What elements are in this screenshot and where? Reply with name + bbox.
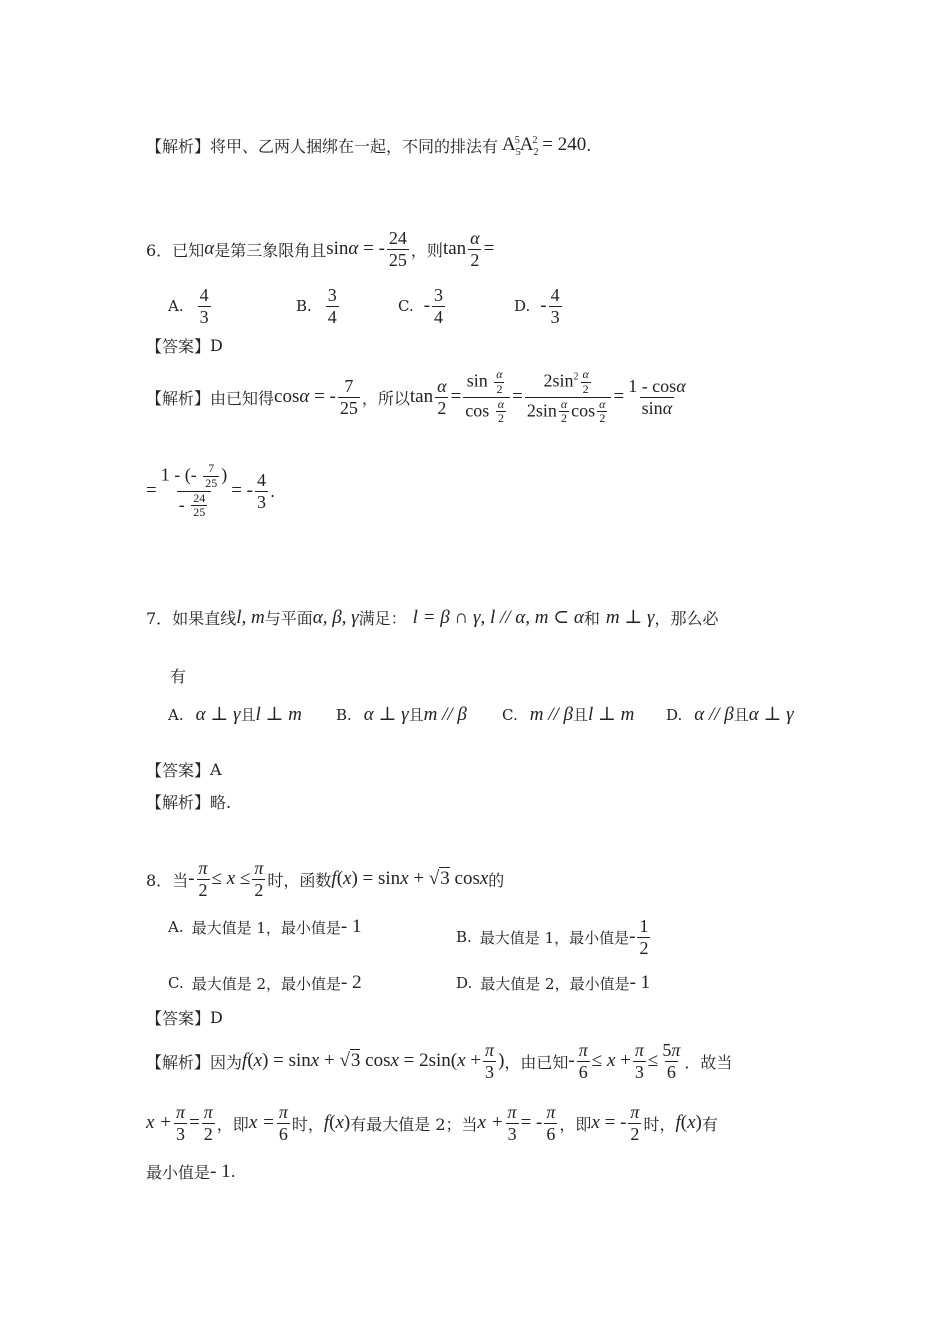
q7-stem (146, 606, 718, 629)
q8-option-a (168, 916, 362, 938)
q8-t2: 时，函数 (267, 870, 332, 890)
fraction: $\frac{\pi}{3}$ (176, 1102, 186, 1144)
q8-stem: 8． 当 - $\frac{\pi}{2}$ ≤ x ≤ $\frac{\pi}{2}$ 时，函数 f(x) = sinx + √3 cosx 的 (146, 858, 505, 900)
planes: α, β, γ (312, 606, 359, 628)
analysis-label: 【解析】 (146, 388, 211, 408)
q7-t1: 如果直线 (172, 609, 237, 628)
a11: - 1 (210, 1160, 231, 1182)
q6-analysis-cont: = 1 - (- $\frac{7}{25}$ ) - $\frac{24}{25}$ = - $\frac{4}{3}$ . (146, 461, 276, 520)
q7-t4: 和 (583, 609, 600, 628)
option-qie: 且 (572, 706, 588, 724)
fraction: $\frac{\alpha}{2}$ (437, 375, 447, 418)
fraction: $\frac{\pi}{3}$ (634, 1040, 644, 1082)
a10: 最小值是 (146, 1163, 211, 1182)
option-label: C. (168, 974, 184, 992)
q6-stem: 6． 已知 α 是第三象限角且 sinα = - $\frac{24}{25}$ ，则 tan $\frac{\alpha}{2}$ = (146, 228, 495, 270)
option-label: A. (168, 297, 184, 316)
option-label: B. (296, 297, 312, 316)
q8-option-b: B. 最大值是 1，最小值是 - $\frac{1}{2}$ (456, 916, 649, 958)
answer-label: 【答案】 (146, 761, 211, 780)
fraction: $\frac{5\pi}{6}$ (662, 1040, 681, 1082)
q6-t1: 已知 (172, 240, 205, 260)
fraction: $\frac{1}{2}$ (639, 916, 649, 958)
option-left: α ⊥ γ (195, 704, 241, 725)
q7-answer (146, 758, 222, 781)
q6-option-a (168, 285, 213, 327)
a3: ．故当 (684, 1052, 733, 1072)
condition2: m ⊥ γ (605, 607, 655, 628)
option-label: C. (398, 297, 414, 316)
lines: l, m (236, 606, 265, 628)
option-label: C. (502, 705, 518, 724)
option-left: m // β (529, 703, 573, 725)
tan: tan (409, 386, 434, 408)
q8-t3: 的 (488, 870, 505, 890)
a1: 因为 (210, 1052, 243, 1072)
analysis-label: 【解析】 (146, 137, 211, 157)
fraction: $\frac{\pi}{2}$ (203, 1102, 213, 1144)
fraction: $\frac{\pi}{2}$ (198, 858, 208, 900)
q6-t3: ，则 (410, 240, 443, 260)
fraction: $\frac{\pi}{6}$ (546, 1102, 556, 1144)
q8-t1: 当 (172, 870, 189, 890)
answer-value: A (210, 760, 222, 779)
option-right: m // β (423, 703, 467, 725)
a8: 时， (643, 1114, 676, 1134)
q7-option-b (336, 703, 467, 726)
option-label: A. (168, 918, 184, 936)
option-text: 最大值是 1，最小值是 (191, 918, 341, 937)
q8-answer (146, 1006, 223, 1029)
option-qie: 且 (240, 706, 256, 724)
q7-stem-cont (170, 664, 186, 687)
option-value: - 1 (629, 972, 651, 993)
formula: $A_5^5A_2^2 = 240$ (502, 134, 587, 158)
q7-analysis (146, 790, 231, 813)
a6: 有最大值是 2；当 (350, 1114, 478, 1134)
fraction: $\frac{\pi}{6}$ (578, 1040, 588, 1082)
option-label: A. (168, 705, 184, 724)
minus: - (423, 295, 431, 317)
fraction: $\frac{4}{3}$ (550, 285, 560, 327)
fraction: $\frac{3}{4}$ (434, 285, 444, 327)
option-left: α ⊥ γ (363, 704, 409, 725)
q7-num: 7． (146, 609, 173, 628)
analysis-text: 略. (210, 793, 232, 812)
option-label: B. (456, 928, 472, 947)
fraction: $\frac{4}{3}$ (199, 285, 209, 327)
fraction: sin $\frac{\alpha}{2}$ cos $\frac{\alpha}{2}$ (463, 368, 510, 426)
option-right: l ⊥ m (587, 704, 635, 725)
function: f(x) = sinx + √3 cosx (331, 868, 489, 890)
q8-option-d (456, 972, 650, 994)
q8-analysis: 【解析】 因为 f(x) = sinx + √3 cosx = 2sin(x + $\frac{\pi}{3}$ ) ，由已知 - $\frac{\pi}{6}$ ≤ x + $\frac{\pi}{3}$ ≤ $\frac{5\pi}{6}$ ．故当 (146, 1040, 733, 1082)
analysis-label: 【解析】 (146, 1052, 211, 1072)
a1: 由已知得 (210, 388, 275, 408)
q8-option-c (168, 972, 362, 994)
minus: - (540, 295, 547, 317)
end: . (586, 136, 592, 156)
a7: ，即 (559, 1114, 592, 1134)
option-left: α // β (694, 703, 734, 725)
answer-value: D (210, 336, 223, 355)
a2: ，所以 (361, 388, 410, 408)
fraction: 1 - (- $\frac{7}{25}$ ) - $\frac{24}{25}$ (160, 461, 228, 520)
q7-t5: ，那么必 (654, 609, 719, 628)
option-label: D. (456, 974, 473, 992)
q8-num: 8． (146, 870, 173, 890)
q6-option-b (296, 285, 341, 327)
option-value: - 1 (340, 916, 362, 937)
alpha: α (204, 238, 215, 260)
q7-option-c (502, 703, 634, 726)
q8-analysis-cont: x + $\frac{\pi}{3}$ = $\frac{\pi}{2}$ ，即 x = $\frac{\pi}{6}$ 时， f(x) 有最大值是 2；当 x + $\frac{\pi}{3}$ = - $\frac{\pi}{6}$ ，即 x = - $\frac{\pi}{2}$ 时， f(x) 有 (146, 1102, 718, 1144)
option-text: 最大值是 1，最小值是 (479, 928, 630, 947)
q7-t6: 有 (170, 667, 187, 686)
fraction: $\frac{\pi}{6}$ (278, 1102, 288, 1144)
q6-t2: 是第三象限角且 (214, 240, 327, 260)
a2: ，由已知 (504, 1052, 569, 1072)
q6-analysis: 【解析】 由已知得 cosα = - $\frac{7}{25}$ ，所以 tan $\frac{\alpha}{2}$ = sin $\frac{\alpha}{2}$ cos $\frac{\alpha}{2}$ = $2\sin^2$ $\frac{\alpha}{2}$ 2sin $\frac{\alpha}{2}$ cos $\frac{\alpha}{2}$ = $\frac{1 - \cos\alpha}{\sin\alpha}$ (146, 367, 686, 426)
q6-num: 6． (146, 240, 173, 260)
fraction: $\frac{3}{4}$ (327, 285, 337, 327)
a4: ，即 (216, 1114, 249, 1134)
fraction: $\frac{4}{3}$ (257, 469, 266, 512)
fraction: $\frac{7}{25}$ (339, 375, 358, 418)
analysis-label: 【解析】 (146, 793, 211, 812)
q7-option-a (168, 703, 302, 726)
fraction: $\frac{24}{25}$ (388, 228, 407, 270)
condition1: l = β ∩ γ, l // α, m ⊂ α (412, 607, 584, 628)
option-right: l ⊥ m (255, 704, 302, 725)
analysis-text: 将甲、乙两人捆绑在一起，不同的排法有 (210, 137, 499, 157)
answer-value: D (210, 1008, 223, 1027)
answer-label: 【答案】 (146, 1009, 211, 1028)
q6-option-c (398, 285, 447, 327)
q6-option-d (514, 285, 564, 327)
fraction: $\frac{1 - \cos\alpha}{\sin\alpha}$ (628, 375, 686, 418)
fraction: $2\sin^2$ $\frac{\alpha}{2}$ 2sin $\frac{\alpha}{2}$ cos $\frac{\alpha}{2}$ (525, 368, 612, 426)
sin-alpha: sinα = - (326, 238, 385, 260)
fraction: $\frac{\alpha}{2}$ (470, 228, 480, 270)
option-right: α ⊥ γ (748, 704, 794, 725)
option-text: 最大值是 2，最小值是 (191, 974, 342, 993)
option-qie: 且 (733, 706, 749, 724)
q8-analysis-end (146, 1160, 236, 1183)
q7-t3: 满足： (358, 609, 407, 628)
tan-half: tan (442, 238, 467, 260)
q7-option-d (666, 703, 794, 726)
fraction: $\frac{\pi}{3}$ (507, 1102, 517, 1144)
cos-alpha: cosα = - (274, 386, 336, 408)
a12: . (230, 1162, 236, 1181)
option-label: D. (514, 297, 531, 316)
option-qie: 且 (408, 706, 424, 724)
fraction: $\frac{\pi}{2}$ (630, 1102, 640, 1144)
answer-label: 【答案】 (146, 337, 211, 356)
a5: 时， (291, 1114, 324, 1134)
q6-answer (146, 334, 223, 357)
option-text: 最大值是 2，最小值是 (480, 974, 630, 993)
fraction: $\frac{\pi}{3}$ (485, 1040, 495, 1082)
option-value: - 2 (341, 972, 362, 993)
fraction: $\frac{\pi}{2}$ (254, 858, 264, 900)
a9: 有 (701, 1114, 718, 1134)
option-label: D. (666, 705, 683, 724)
q7-t2: 与平面 (264, 609, 313, 628)
q5-analysis (146, 134, 591, 158)
option-label: B. (336, 705, 352, 724)
